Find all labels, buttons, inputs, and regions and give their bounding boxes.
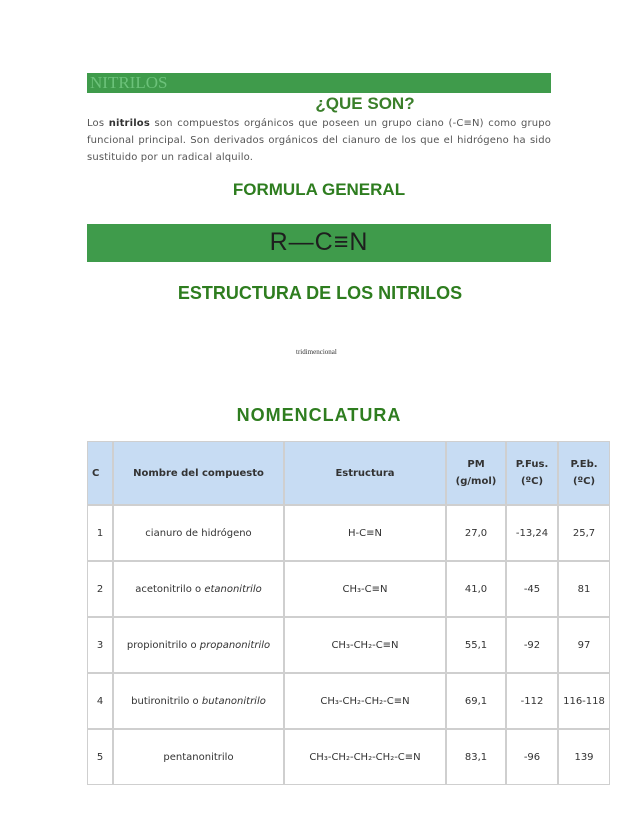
- cell-estructura: CH₃-C≡N: [284, 561, 446, 617]
- table-row: [87, 673, 610, 729]
- intro-paragraph: [87, 115, 551, 166]
- nomenclature-table: [87, 441, 610, 785]
- cell-nombre: [113, 505, 284, 561]
- cell-estructura: CH₃-CH₂-C≡N: [284, 617, 446, 673]
- general-formula: R—C≡N: [269, 228, 369, 256]
- formula-heading: FORMULA GENERAL: [232, 180, 406, 199]
- header-pfus-line2: (ºC): [520, 476, 544, 487]
- estructura-heading: ESTRUCTURA DE LOS NITRILOS: [177, 283, 463, 303]
- cell-pm: 69,1: [446, 673, 506, 729]
- cell-c: 5: [87, 729, 113, 785]
- table-row: [87, 617, 610, 673]
- cell-nombre-main: butironitrilo o: [131, 695, 202, 707]
- cell-nombre: [113, 673, 284, 729]
- cell-estructura: H-C≡N: [284, 505, 446, 561]
- structure-image-caption: tridimencional: [296, 348, 337, 356]
- cell-pfus: -13,24: [506, 505, 558, 561]
- header-pm-line1: PM: [467, 459, 485, 470]
- header-pfus: [506, 441, 558, 505]
- title-banner: [87, 73, 551, 93]
- cell-peb: 97: [558, 617, 610, 673]
- header-peb-line2: (ºC): [572, 476, 596, 487]
- cell-pm: 55,1: [446, 617, 506, 673]
- header-peb-line1: P.Eb.: [570, 459, 598, 470]
- cell-peb: 81: [558, 561, 610, 617]
- cell-nombre-main: acetonitrilo o: [135, 583, 205, 595]
- cell-peb: 139: [558, 729, 610, 785]
- intro-rest: son compuestos orgánicos que poseen un grupo ciano (-C≡N) como grupo funcional principal. Son derivados orgánicos del cianuro de los que el hidrógeno ha sido sustituido por un radical alquilo.: [87, 118, 551, 163]
- header-c: C: [87, 441, 113, 505]
- cell-nombre-alt: etanonitrilo: [204, 583, 262, 595]
- cell-estructura: CH₃-CH₂-CH₂-C≡N: [284, 673, 446, 729]
- intro-bold-term: nitrilos: [108, 118, 150, 129]
- cell-nombre-main: pentanonitrilo: [163, 751, 234, 763]
- cell-nombre: [113, 617, 284, 673]
- cell-peb: 25,7: [558, 505, 610, 561]
- cell-pm: 83,1: [446, 729, 506, 785]
- cell-pfus: -96: [506, 729, 558, 785]
- cell-c: 4: [87, 673, 113, 729]
- cell-c: 3: [87, 617, 113, 673]
- cell-nombre: [113, 561, 284, 617]
- header-nombre: Nombre del compuesto: [113, 441, 284, 505]
- que-son-heading: ¿QUE SON?: [315, 94, 415, 113]
- header-pm-line2: (g/mol): [455, 476, 497, 487]
- cell-nombre-alt: propanonitrilo: [199, 639, 271, 651]
- cell-estructura: CH₃-CH₂-CH₂-CH₂-C≡N: [284, 729, 446, 785]
- cell-nombre-main: cianuro de hidrógeno: [145, 527, 252, 539]
- table-row: [87, 561, 610, 617]
- cell-nombre-alt: butanonitrilo: [201, 695, 266, 707]
- formula-banner: [87, 224, 551, 262]
- intro-prefix: Los: [87, 118, 109, 129]
- cell-pfus: -92: [506, 617, 558, 673]
- header-peb: [558, 441, 610, 505]
- cell-nombre-main: propionitrilo o: [126, 639, 200, 651]
- header-pm: [446, 441, 506, 505]
- document-title: NITRILOS: [90, 73, 168, 92]
- header-estructura: Estructura: [284, 441, 446, 505]
- cell-pfus: -45: [506, 561, 558, 617]
- cell-c: 2: [87, 561, 113, 617]
- cell-pfus: -112: [506, 673, 558, 729]
- cell-c: 1: [87, 505, 113, 561]
- table-row: [87, 729, 610, 785]
- cell-pm: 41,0: [446, 561, 506, 617]
- table-header-row: [87, 441, 610, 505]
- table-row: [87, 505, 610, 561]
- cell-nombre: [113, 729, 284, 785]
- nomenclatura-heading: NOMENCLATURA: [236, 405, 402, 425]
- cell-pm: 27,0: [446, 505, 506, 561]
- header-pfus-line1: P.Fus.: [515, 459, 549, 470]
- cell-peb: 116-118: [558, 673, 610, 729]
